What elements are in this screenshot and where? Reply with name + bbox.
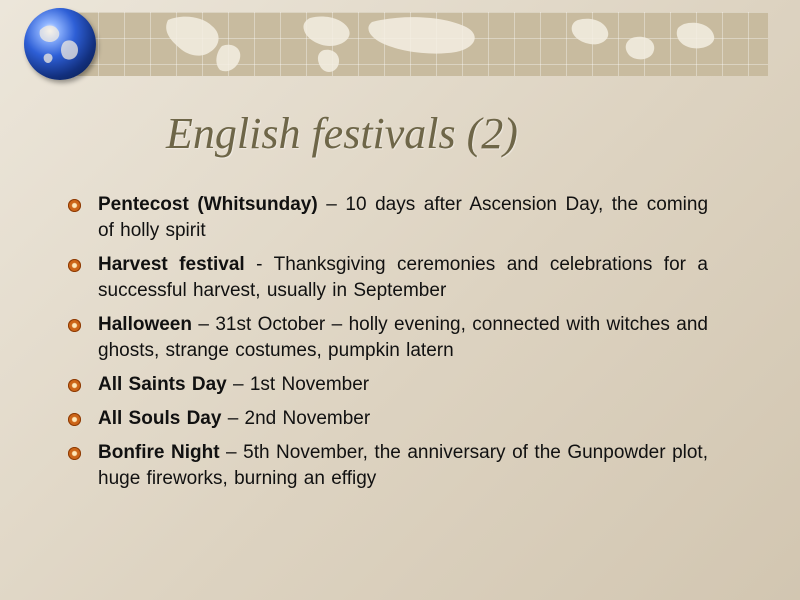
globe-continents-icon [24, 8, 96, 80]
festival-description: - Thanksgiving ceremonies and celebrations for a successful harvest, usually in September [98, 254, 708, 301]
list-item [98, 372, 708, 398]
globe-icon [24, 8, 96, 80]
list-item [98, 192, 708, 244]
festival-description: – 1st November [226, 374, 370, 395]
list-item [98, 312, 708, 364]
festival-description: – 2nd November [221, 408, 371, 429]
festival-description: – 10 days after Ascension Day, the coming of holly spirit [98, 194, 709, 241]
world-map-icon [72, 12, 768, 76]
festival-name: Bonfire Night [98, 442, 220, 463]
festival-name: Harvest festival [98, 254, 245, 275]
list-item [98, 252, 708, 304]
bullet-circle-icon [68, 447, 81, 460]
world-map-banner [72, 12, 768, 76]
bullet-circle-icon [68, 413, 81, 426]
festival-description: – 31st October – holly evening, connected with witches and ghosts, strange costumes, pumpkin latern [98, 314, 708, 361]
festival-description: – 5th November, the anniversary of the Gunpowder plot, huge fireworks, burning an effigy [98, 442, 708, 489]
bullet-circle-icon [68, 379, 81, 392]
bullet-circle-icon [68, 259, 81, 272]
festival-list [98, 192, 708, 500]
bullet-circle-icon [68, 199, 81, 212]
festival-name: All Souls Day [98, 408, 222, 429]
festival-name: Halloween [98, 314, 192, 335]
list-item [98, 440, 708, 492]
list-item [98, 406, 708, 432]
festival-name: Pentecost (Whitsunday) [98, 194, 318, 215]
festival-name: All Saints Day [98, 374, 227, 395]
slide-title: English festivals (2) [166, 109, 518, 158]
bullet-circle-icon [68, 319, 81, 332]
